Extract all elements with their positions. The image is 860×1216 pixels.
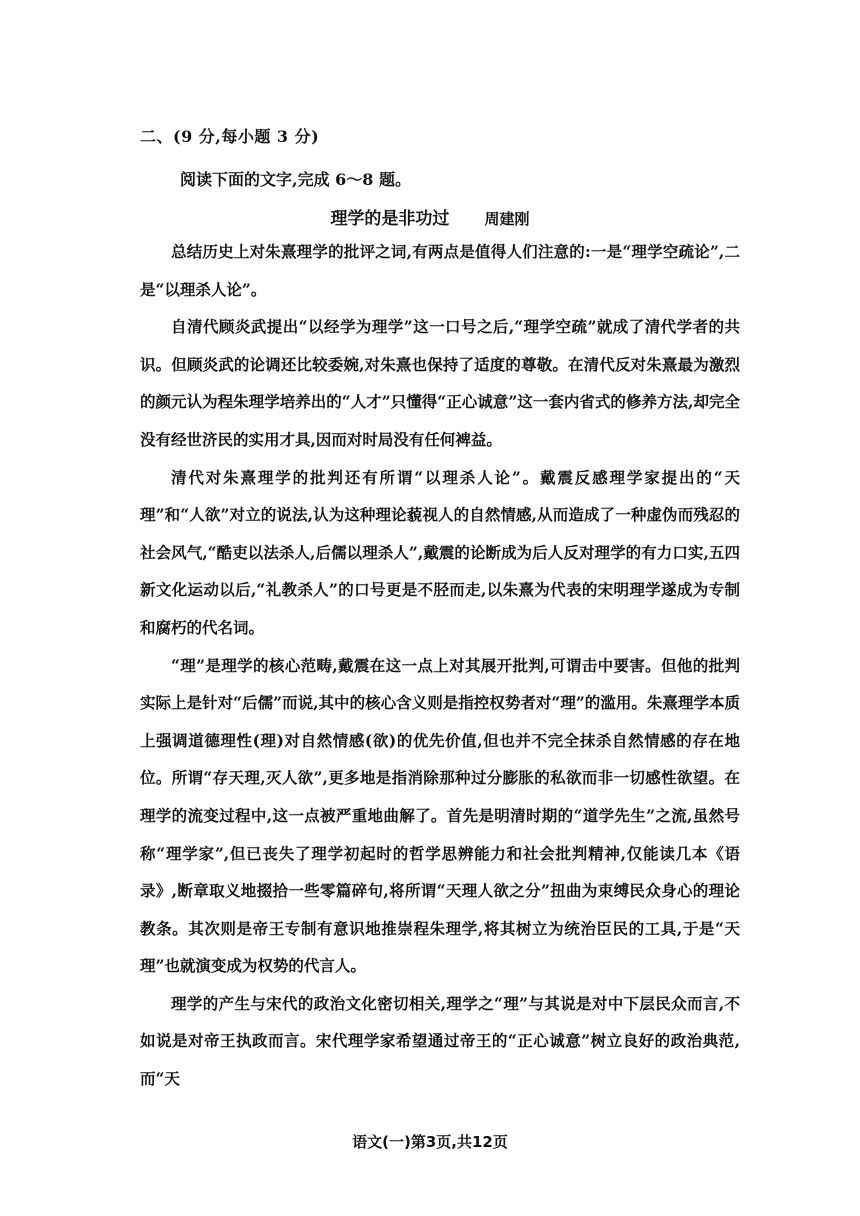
instruction-text: 阅读下面的文字,完成 6～8 题。: [180, 170, 411, 189]
page-footer: 语文(一)第3页,共12页: [352, 1133, 508, 1151]
paragraph-1: 总结历史上对朱熹理学的批评之词,有两点是值得人们注意的:一是“理学空疏论”,二是“以理杀人论”。: [140, 242, 740, 299]
paragraph-3: 清代对朱熹理学的批判还有所谓“以理杀人论”。戴震反感理学家提出的“天理”和“人欲”对立的说法,认为这种理论藐视人的自然情感,从而造成了一种虚伪而残忍的社会风气,“酷吏以法杀人,后儒以理杀人”,戴震的论断成为后人反对理学的有力口实,五四新文化运动以后,“礼教杀人”的口号更是不胫而走,以朱熹为代表的宋明理学遂成为专制和腐朽的代名词。: [140, 467, 740, 637]
section-heading: 二、(9 分,每小题 3 分): [140, 127, 320, 146]
article-body: [140, 233, 740, 1098]
article-title-row: [0, 204, 860, 229]
paragraph-2: 自清代顾炎武提出“以经学为理学”这一口号之后,“理学空疏”就成了清代学者的共识。但顾炎武的论调还比较委婉,对朱熹也保持了适度的尊敬。在清代反对朱熹最为激烈的颜元认为程朱理学培养出的“人才”只懂得“正心诚意”这一套内省式的修养方法,却完全没有经世济民的实用才具,因而对时局没有任何裨益。: [140, 317, 740, 449]
article-title: 理学的是非功过: [330, 209, 450, 229]
paragraph-4: “理”是理学的核心范畴,戴震在这一点上对其展开批判,可谓击中要害。但他的批判实际上是针对“后儒”而说,其中的核心含义则是指控权势者对“理”的滥用。朱熹理学本质上强调道德理性(理)对自然情感(欲)的优先价值,但也并不完全抹杀自然情感的存在地位。所谓“存天理,灭人欲”,更多地是指消除那种过分膨胀的私欲而非一切感性欲望。在理学的流变过程中,这一点被严重地曲解了。首先是明清时期的“道学先生”之流,虽然号称“理学家”,但已丧失了理学初起时的哲学思辨能力和社会批判精神,仅能读几本《语录》,断章取义地掇拾一些零篇碎句,将所谓“天理人欲之分”扭曲为束缚民众身心的理论教条。其次则是帝王专制有意识地推崇程朱理学,将其树立为统治臣民的工具,于是“天理”也就演变成为权势的代言人。: [140, 655, 740, 976]
paragraph-5: 理学的产生与宋代的政治文化密切相关,理学之“理”与其说是对中下层民众而言,不如说是对帝王执政而言。宋代理学家希望通过帝王的“正心诚意”树立良好的政治典范,而“天: [140, 993, 740, 1089]
article-author: 周建刚: [484, 210, 530, 228]
